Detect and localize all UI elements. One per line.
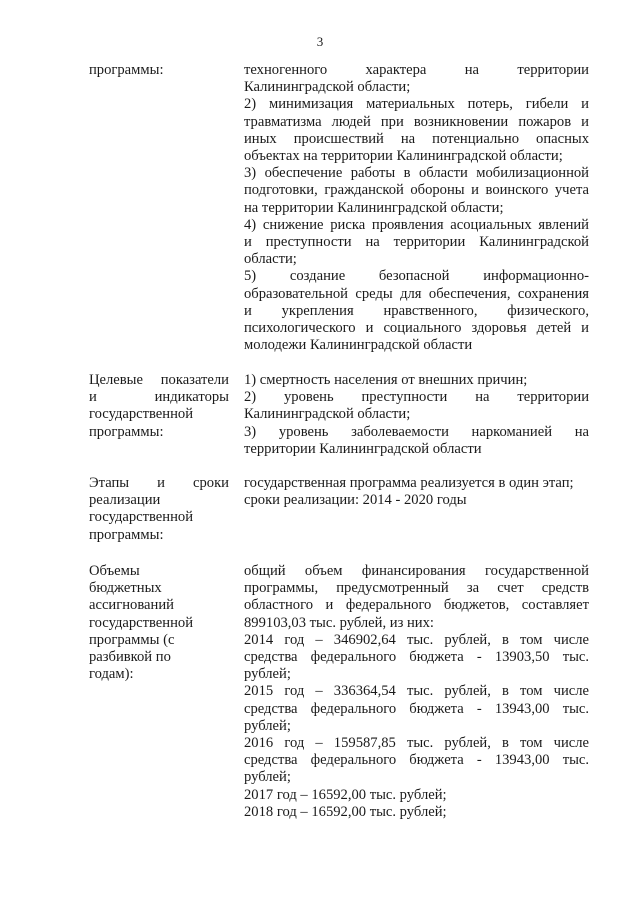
label-line: Этапы и сроки <box>89 475 229 491</box>
section-value <box>244 372 589 458</box>
text-line: 4) снижение риска проявления асоциальных явлений <box>244 216 589 233</box>
text-line: 2) минимизация материальных потерь, гибели и <box>244 96 589 113</box>
label-line: программы: <box>89 423 164 440</box>
text-line: программы, предусмотренный за счет средств <box>244 580 589 597</box>
label-line: программы: <box>89 526 164 543</box>
text-line: психологического и социального здоровья детей и <box>244 320 589 337</box>
text-line: и укрепления нравственного, физического, <box>244 302 589 319</box>
text-line: рублей; <box>244 666 291 683</box>
text-line: 899103,03 тыс. рублей, из них: <box>244 614 434 631</box>
text-line: рублей; <box>244 769 291 786</box>
text-line: молодежи Калининградской области <box>244 337 473 354</box>
text-line: 5) создание безопасной информационно- <box>244 268 589 285</box>
text-line: области; <box>244 251 297 268</box>
label-line: государственной <box>89 614 194 631</box>
text-line: 2017 год – 16592,00 тыс. рублей; <box>244 786 447 803</box>
page-number: 3 <box>316 34 324 49</box>
label-line: разбивкой по <box>89 649 171 666</box>
section-label <box>89 372 229 441</box>
text-line: средства федерального бюджета - 13903,50 тыс. <box>244 649 589 666</box>
text-line: образовательной среды для обеспечения, сохранения <box>244 285 589 302</box>
label-line: государственной <box>89 509 194 526</box>
text-line: сроки реализации: 2014 - 2020 годы <box>244 492 467 509</box>
text-line: общий объем финансирования государственной <box>244 563 589 579</box>
text-line: Калининградской области; <box>244 406 411 423</box>
section-value <box>244 563 589 821</box>
label-line: годам): <box>89 666 134 683</box>
text-line: 3) уровень заболеваемости наркоманией на <box>244 423 589 440</box>
text-line: государственная программа реализуется в один этап; <box>244 475 574 491</box>
label-line: реализации <box>89 492 161 509</box>
label-line: ассигнований <box>89 597 174 614</box>
text-line: подготовки, гражданской обороны и воинского учета <box>244 182 589 199</box>
text-line: 2014 год – 346902,64 тыс. рублей, в том числе <box>244 631 589 648</box>
label-line: государственной <box>89 406 194 423</box>
label-line: программы (с <box>89 631 175 648</box>
section-label <box>89 475 229 544</box>
label-line: Объемы <box>89 563 140 579</box>
text-line: средства федерального бюджета - 13943,00 тыс. <box>244 700 589 717</box>
section-value <box>244 475 589 509</box>
text-line: территории Калининградской области <box>244 440 482 457</box>
text-line: областного и федерального бюджетов, составляет <box>244 597 589 614</box>
label-line: Целевые показатели <box>89 372 229 388</box>
text-line: и преступности на территории Калининградской <box>244 234 589 251</box>
text-line: техногенного характера на территории <box>244 62 589 78</box>
section-label <box>89 563 229 683</box>
text-line: 2) уровень преступности на территории <box>244 389 589 406</box>
section-label <box>89 62 229 79</box>
text-line: на территории Калининградской области; <box>244 199 504 216</box>
text-line: 2015 год – 336364,54 тыс. рублей, в том числе <box>244 683 589 700</box>
text-line: травматизма людей при возникновении пожаров и <box>244 113 589 130</box>
text-line: 1) смертность населения от внешних причин; <box>244 372 528 388</box>
text-line: рублей; <box>244 717 291 734</box>
section-value <box>244 62 589 354</box>
text-line: средства федерального бюджета - 13943,00 тыс. <box>244 752 589 769</box>
text-line: 3) обеспечение работы в области мобилизационной <box>244 165 589 182</box>
text-line: объектах на территории Калининградской области; <box>244 148 563 165</box>
text-line: 2018 год – 16592,00 тыс. рублей; <box>244 803 447 820</box>
text-line: Калининградской области; <box>244 79 411 96</box>
label-line: программы: <box>89 62 164 78</box>
text-line: иных происшествий на потенциально опасных <box>244 130 589 147</box>
text-line: 2016 год – 159587,85 тыс. рублей, в том числе <box>244 735 589 752</box>
label-line: и индикаторы <box>89 389 229 406</box>
label-line: бюджетных <box>89 580 162 597</box>
